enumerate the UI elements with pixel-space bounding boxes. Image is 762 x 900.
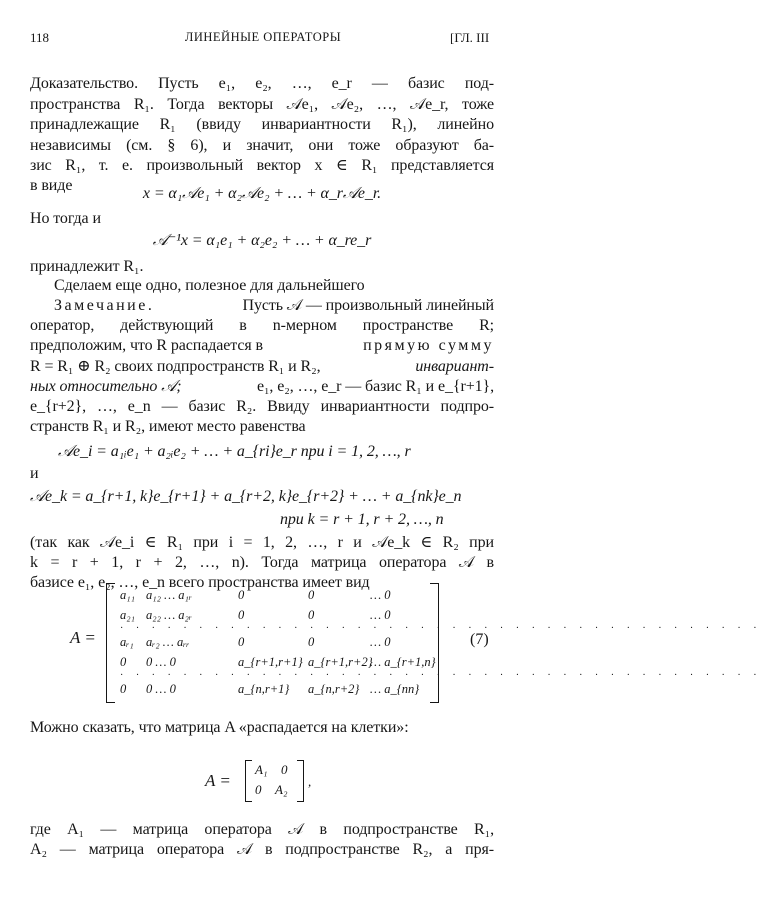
text-line: в виде <box>30 177 73 194</box>
matrix-cell: 0 <box>308 608 315 622</box>
formula-line: x = α₁𝒜e₁ + α₂𝒜e₂ + … + α_r𝒜e_r. <box>142 185 382 202</box>
italic-term: инвариант- <box>415 358 494 375</box>
formula-line: 𝒜e_k = a_{r+1, k}e_{r+1} + a_{r+2, k}e_{r+2} + … + a_{nk}e_n <box>30 488 462 505</box>
matrix-cell: 0 <box>238 635 245 649</box>
matrix-cell: … 0 <box>370 588 391 602</box>
formula-line: при k = r + 1, r + 2, …, n <box>280 511 444 528</box>
matrix-cell: 0 … 0 <box>146 655 176 669</box>
remark-line <box>54 296 494 316</box>
block-zero: 0 <box>281 762 288 777</box>
block-a2: A₂ <box>275 782 288 797</box>
block-matrix <box>205 758 325 804</box>
text-line: оператор, действующий в n-мерном пространстве R; <box>30 317 494 334</box>
matrix-cell: 0 <box>120 655 127 669</box>
text-span: e₁, e₂, …, e_r — базис R₁ и e_{r+1}, <box>256 378 494 395</box>
matrix-label: A = <box>70 628 96 647</box>
text-line: Сделаем еще одно, полезное для дальнейшего <box>54 277 365 294</box>
matrix-7 <box>70 583 762 703</box>
text-line: (так как 𝒜e_i ∈ R₁ при i = 1, 2, …, r и 𝒜e_k ∈ R₂ при <box>30 534 494 551</box>
matrix-dots: · · · · · · · · · · · · · · · · · · · · · · · · · · · · · · · · · · · · · · · · · <box>120 670 762 681</box>
matrix-cell: 0 <box>120 682 127 696</box>
matrix-cell: a₁₁ <box>120 588 135 602</box>
left-bracket <box>245 760 252 802</box>
matrix-cell: 0 <box>308 588 315 602</box>
matrix-cell: … a_{r+1,n} <box>370 655 436 669</box>
matrix-cell: a₂₁ <box>120 608 135 622</box>
matrix-cell: … a_{nn} <box>370 682 420 696</box>
formula-line: 𝒜⁻¹x = α₁e₁ + α₂e₂ + … + α_re_r <box>152 232 372 249</box>
text-line: зис R₁, т. е. произвольный вектор x ∈ R₁ представляется <box>30 157 494 174</box>
matrix-dots: · · · · · · · · · · · · · · · · · · · · · · · · · · · · · · · · · · · · · · · · · <box>120 623 762 634</box>
text-line: принадлежит R₁. <box>30 258 144 275</box>
matrix-cell: 0 … 0 <box>146 682 176 696</box>
block-a1: A₁ <box>255 762 268 777</box>
text-line: пространства R₁. Тогда векторы 𝒜e₁, 𝒜e₂, …, 𝒜e_r, тоже <box>30 96 494 113</box>
text-line <box>30 377 494 397</box>
text-line: базисе e₁, e₂, …, e_n всего пространства имеет вид <box>30 574 370 591</box>
italic-term: ных относительно 𝒜; <box>30 378 182 395</box>
text-line: независимы (см. § 6), и значит, они тоже образуют ба- <box>30 137 494 154</box>
matrix-cell: … 0 <box>370 635 391 649</box>
matrix-cell: … 0 <box>370 608 391 622</box>
matrix-cell: a₁₂ … a₁ᵣ <box>146 588 192 602</box>
text-line: и <box>30 465 39 482</box>
block-zero: 0 <box>255 782 262 797</box>
right-bracket <box>297 760 304 802</box>
matrix-cell: aᵣ₁ <box>120 635 134 649</box>
matrix-cell: 0 <box>308 635 315 649</box>
remark-heading: Замечание. <box>54 297 155 314</box>
text-line: A₂ — матрица оператора 𝒜 в подпространстве R₂, а пря- <box>30 841 494 858</box>
matrix-cell: 0 <box>238 608 245 622</box>
text-span: предположим, что R распадается в <box>30 337 263 354</box>
text-line: странств R₁ и R₂, имеют место равенства <box>30 418 306 435</box>
text-line: Но тогда и <box>30 210 101 227</box>
matrix-cell: 0 <box>238 588 245 602</box>
spaced-term: прямую сумму <box>363 337 494 354</box>
page-number: 118 <box>30 30 50 45</box>
formula-line: 𝒜e_i = a₁ᵢe₁ + a₂ᵢe₂ + … + a_{ri}e_r при i = 1, 2, …, r <box>58 443 411 460</box>
block-tail: , <box>308 774 312 789</box>
text-line: где A₁ — матрица оператора 𝒜 в подпространстве R₁, <box>30 821 494 838</box>
text-line <box>30 336 494 356</box>
text-line: принадлежащие R₁ (ввиду инвариантности R₁), линейно <box>30 116 494 133</box>
text-line: Можно сказать, что матрица A «распадается на клетки»: <box>30 719 409 736</box>
right-bracket <box>430 583 439 703</box>
equation-number: (7) <box>470 631 489 648</box>
matrix-cell: a_{r+1,r+1} <box>238 655 303 669</box>
matrix-cell: aᵣ₂ … aᵣᵣ <box>146 635 190 649</box>
matrix-cell: a_{n,r+2} <box>308 682 360 696</box>
matrix-cell: a_{r+1,r+2} <box>308 655 373 669</box>
block-matrix-label: A = <box>205 771 231 790</box>
chapter-mark: [ГЛ. III <box>450 30 490 45</box>
matrix-cell: a_{n,r+1} <box>238 682 290 696</box>
matrix-cell: a₂₂ … a₂ᵣ <box>146 608 192 622</box>
running-title: ЛИНЕЙНЫЕ ОПЕРАТОРЫ <box>184 30 342 44</box>
left-bracket <box>106 583 115 703</box>
text-line: k = r + 1, r + 2, …, n). Тогда матрица оператора 𝒜 в <box>30 554 494 571</box>
text-line <box>30 357 494 377</box>
text-line: e_{r+2}, …, e_n — базис R₂. Ввиду инвариантности подпро- <box>30 398 494 415</box>
text-line: Доказательство. Пусть e₁, e₂, …, e_r — базис под- <box>30 75 494 92</box>
remark-text: Пусть 𝒜 — произвольный линейный <box>242 297 494 314</box>
text-span: R = R₁ ⊕ R₂ своих подпространств R₁ и R₂, <box>30 358 321 375</box>
